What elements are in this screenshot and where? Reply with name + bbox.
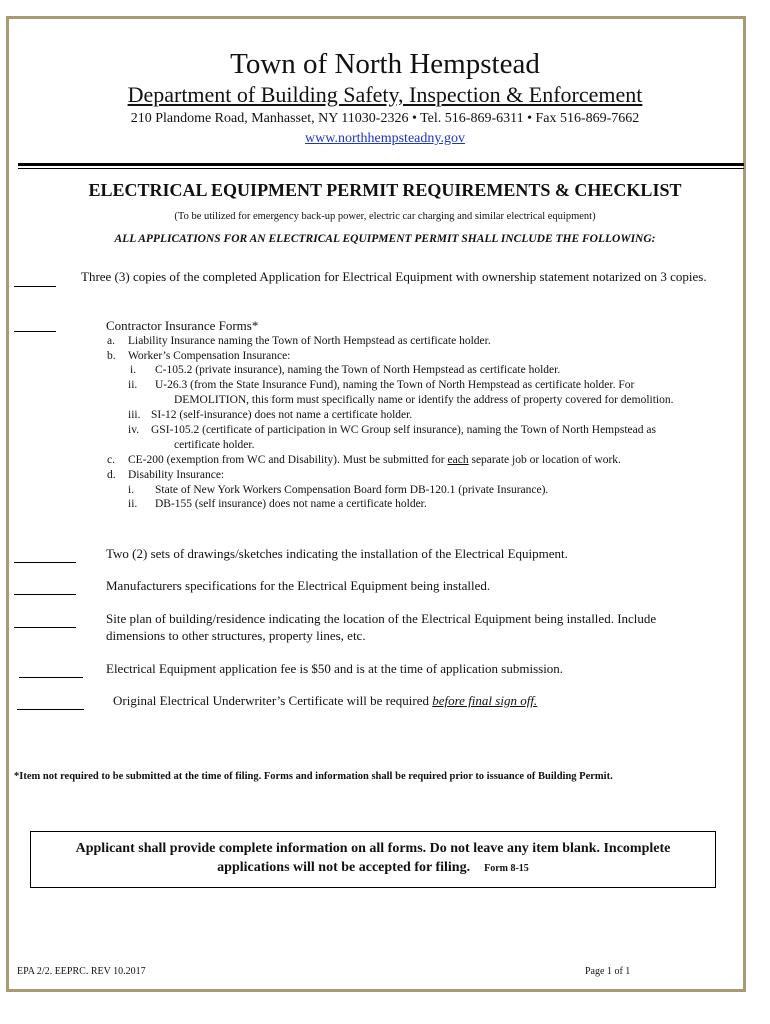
list-item [128,454,621,466]
footer-page-number: Page 1 of 1 [585,966,631,977]
town-name: Town of North Hempstead [230,48,540,80]
list-item-continued: certificate holder. [174,439,255,451]
underlined-word: each [447,454,469,466]
website-link[interactable]: www.northhempsteadny.gov [305,131,465,146]
item-insurance-heading: Contractor Insurance Forms* [106,318,259,333]
notice-text: applications will not be accepted for filing. [217,860,471,875]
checkbox-line-ul-certificate[interactable] [17,709,84,710]
list-label: i. [130,364,137,376]
list-item: State of New York Workers Compensation Board form DB-120.1 (private Insurance). [155,484,549,496]
list-item: Liability Insurance naming the Town of North Hempstead as certificate holder. [128,335,491,347]
department-name: Department of Building Safety, Inspection & Enforcement [127,82,643,107]
list-item: Disability Insurance: [128,469,225,481]
all-applications-heading: ALL APPLICATIONS FOR AN ELECTRICAL EQUIPMENT PERMIT SHALL INCLUDE THE FOLLOWING: [114,233,656,245]
list-item: C-105.2 (private insurance), naming the Town of North Hempstead as certificate holder. [155,364,561,376]
list-label: iv. [128,424,140,436]
list-label: a. [107,335,115,347]
address-line: 210 Plandome Road, Manhasset, NY 11030-2326 • Tel. 516-869-6311 • Fax 516-869-7662 [130,111,640,126]
list-label: b. [107,350,116,362]
emphasis-text: before final sign off. [432,693,538,708]
checkbox-line-drawings[interactable] [14,562,76,563]
list-label: d. [107,469,116,481]
checkbox-line-siteplan[interactable] [14,627,76,628]
list-item-continued: DEMOLITION, this form must specifically name or identify the address of property covered for demolition. [174,394,674,406]
item-drawings: Two (2) sets of drawings/sketches indicating the installation of the Electrical Equipment. [106,546,568,561]
subtitle-note: (To be utilized for emergency back-up power, electric car charging and similar electrical equipment) [174,211,596,222]
list-item-text: separate job or location of work. [468,454,621,466]
list-label: iii. [128,409,141,421]
notice-box [30,831,716,888]
notice-line-1: Applicant shall provide complete information on all forms. Do not leave any item blank. Incomplete [75,841,671,856]
list-label: ii. [128,498,138,510]
list-item: U-26.3 (from the State Insurance Fund), naming the Town of North Hempstead as certificate holder. For [155,379,635,391]
list-item: SI-12 (self-insurance) does not name a certificate holder. [151,409,413,421]
notice-line-2 [31,858,715,878]
item-text: Original Electrical Underwriter’s Certificate will be required [113,693,433,708]
list-item: Worker’s Compensation Insurance: [128,350,291,362]
checkbox-line-copies[interactable] [14,286,56,287]
checkbox-line-specs[interactable] [14,594,76,595]
item-siteplan-continued: dimensions to other structures, property lines, etc. [106,628,366,643]
header-rule-thin [18,168,744,169]
list-label: ii. [128,379,138,391]
list-label: c. [107,454,115,466]
page-title: ELECTRICAL EQUIPMENT PERMIT REQUIREMENTS & CHECKLIST [88,180,682,200]
item-fee: Electrical Equipment application fee is $50 and is at the time of application submission. [106,661,564,676]
list-label: i. [128,484,135,496]
form-number: Form 8-15 [484,863,529,874]
checkbox-line-fee[interactable] [19,677,83,678]
list-item: DB-155 (self insurance) does not name a certificate holder. [155,498,427,510]
checkbox-line-insurance[interactable] [14,331,56,332]
list-item-text: CE-200 (exemption from WC and Disability). Must be submitted for [128,454,448,466]
footer-revision: EPA 2/2. EEPRC. REV 10.2017 [17,966,146,977]
item-siteplan: Site plan of building/residence indicating the location of the Electrical Equipment being installed. Include [106,611,657,626]
list-item: GSI-105.2 (certificate of participation in WC Group self insurance), naming the Town of North Hempstead as [151,424,656,436]
footnote: *Item not required to be submitted at the time of filing. Forms and information shall be required prior to issuance of Building Permit. [14,771,613,782]
header-rule-thick [18,163,744,166]
item-ul-certificate [113,693,537,709]
item-copies: Three (3) copies of the completed Application for Electrical Equipment with ownership statement notarized on 3 copies. [81,269,707,284]
item-specs: Manufacturers specifications for the Electrical Equipment being installed. [106,578,491,593]
